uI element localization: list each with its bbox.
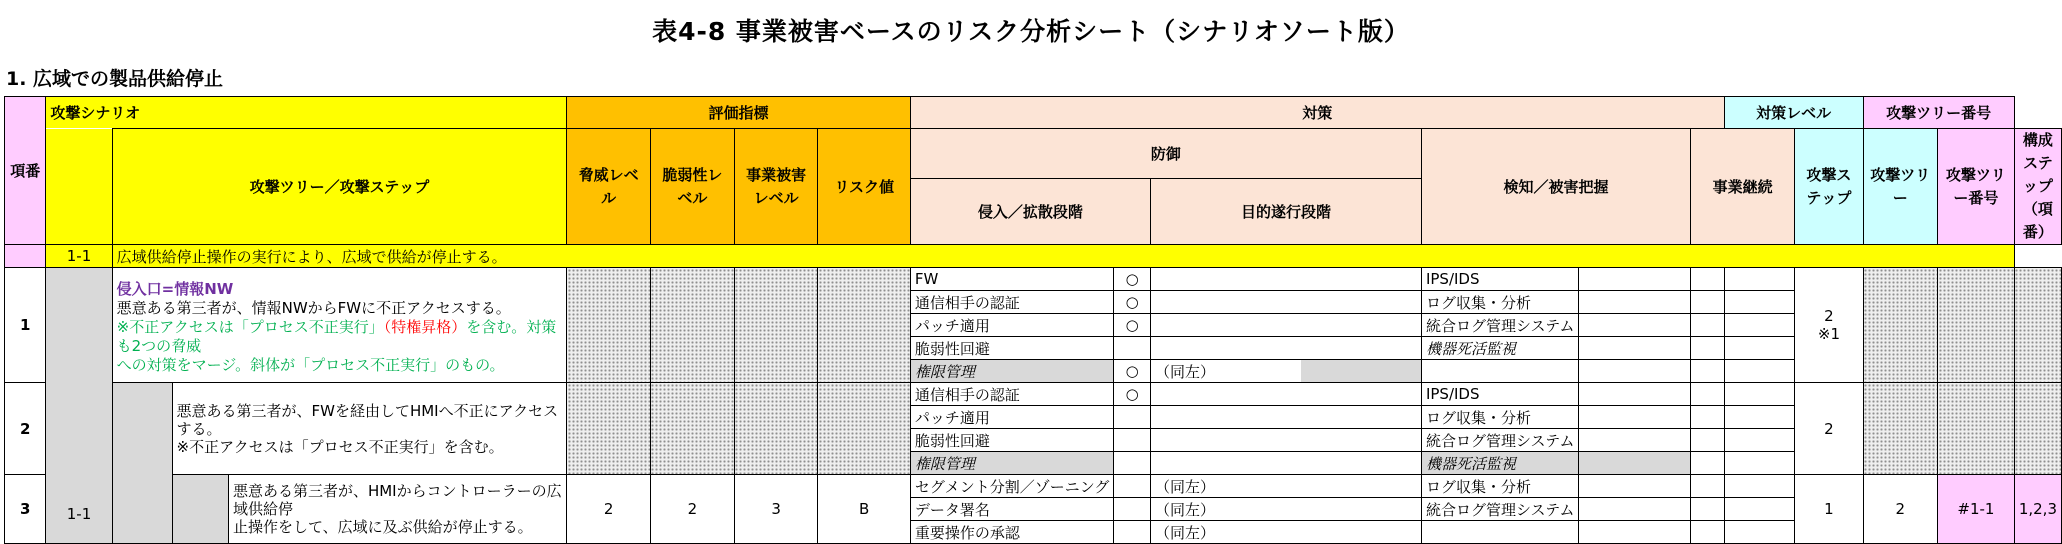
row2-objective-1 bbox=[1150, 383, 1421, 406]
intrusion-header: 侵入／拡散段階 bbox=[910, 179, 1150, 245]
row3-defense-1-mark bbox=[1114, 475, 1151, 498]
row2-objective-4 bbox=[1150, 452, 1421, 475]
row2-detect-2: ログ収集・分析 bbox=[1421, 406, 1579, 429]
row1-description: 侵入口=情報NW 悪意ある第三者が、情報NWからFWに不正アクセスする。 ※不正アクセスは「プロセス不正実行」（特権昇格）を含む。対策も2つの脅威 への対策をマージ。斜体が「プロセス不正実行」のもの。 bbox=[112, 268, 567, 383]
row1-cont-3 bbox=[1691, 314, 1725, 337]
tree-number-group-header: 攻撃ツリー番号 bbox=[1863, 97, 2014, 129]
row2-step-level: 2 bbox=[1795, 383, 1863, 475]
row3-cont-1-mark bbox=[1724, 475, 1795, 498]
tree-no-header: 攻撃ツリー番号 bbox=[1938, 129, 2015, 245]
row1-cont-2-mark bbox=[1724, 291, 1795, 314]
damage-header: 事業被害レベル bbox=[734, 129, 818, 245]
row1-objective-2 bbox=[1150, 291, 1421, 314]
row3-defense-3: 重要操作の承認 bbox=[910, 521, 1114, 544]
row3-objective-2: （同左） bbox=[1150, 498, 1301, 521]
row3-detect-3-mark bbox=[1579, 521, 1691, 544]
threat-header: 脅威レベル bbox=[567, 129, 651, 245]
row1-detect-3: 統合ログ管理システム bbox=[1421, 314, 1579, 337]
vuln-header: 脆弱性レベル bbox=[650, 129, 734, 245]
row3-detect-3 bbox=[1421, 521, 1579, 544]
row1-defense-3: パッチ適用 bbox=[910, 314, 1114, 337]
row1-defense-5: 権限管理 bbox=[910, 360, 1114, 383]
risk-header: リスク値 bbox=[818, 129, 910, 245]
row3-defense-1: セグメント分割／ゾーニング bbox=[910, 475, 1114, 498]
row2-vuln bbox=[650, 383, 734, 475]
row2-objective-3 bbox=[1150, 429, 1421, 452]
row1-cont-3-mark bbox=[1724, 314, 1795, 337]
row2-detect-3-mark bbox=[1579, 429, 1691, 452]
row2-description: 悪意ある第三者が、FWを経由してHMIへ不正にアクセスする。 ※不正アクセスは「プロセス不正実行」を含む。 bbox=[172, 383, 567, 475]
row2-detect-4: 機器死活監視 bbox=[1421, 452, 1579, 475]
row3-threat: 2 bbox=[567, 475, 651, 544]
koban-header: 項番 bbox=[5, 97, 46, 245]
row1-cont-4 bbox=[1691, 337, 1725, 360]
attack-tree-header: 攻撃ツリー bbox=[1863, 129, 1937, 245]
row1-detect-4-mark bbox=[1579, 337, 1691, 360]
row2-detect-3: 統合ログ管理システム bbox=[1421, 429, 1579, 452]
row3-cont-2 bbox=[1691, 498, 1725, 521]
row2-cont-2-mark bbox=[1724, 406, 1795, 429]
row2-defense-1: 通信相手の認証 bbox=[910, 383, 1114, 406]
row2-detect-1-mark bbox=[1579, 383, 1691, 406]
row1-detect-3-mark bbox=[1579, 314, 1691, 337]
eval-header: 評価指標 bbox=[567, 97, 911, 129]
row2-defense-1-mark: ○ bbox=[1114, 383, 1151, 406]
row1-defense-1: FW bbox=[910, 268, 1114, 291]
row2-indent bbox=[112, 383, 172, 544]
row3-defense-2: データ署名 bbox=[910, 498, 1114, 521]
row1-detect-1: IPS/IDS bbox=[1421, 268, 1579, 291]
row3-objective-2-fill bbox=[1301, 498, 1421, 521]
attack-scenario-header: 攻撃シナリオ bbox=[46, 97, 567, 129]
row1-detect-4: 機器死活監視 bbox=[1421, 337, 1579, 360]
measure-level-header: 対策レベル bbox=[1724, 97, 1863, 129]
row3-objective-3: （同左） bbox=[1150, 521, 1301, 544]
row1-detect-2: ログ収集・分析 bbox=[1421, 291, 1579, 314]
row2-defense-2-mark bbox=[1114, 406, 1151, 429]
row2-cont-1-mark bbox=[1724, 383, 1795, 406]
row2-detect-1: IPS/IDS bbox=[1421, 383, 1579, 406]
risk-table bbox=[4, 96, 2062, 544]
row3-defense-3-mark bbox=[1114, 521, 1151, 544]
row1-defense-4-mark bbox=[1114, 337, 1151, 360]
row1-tree-no bbox=[1938, 268, 2015, 383]
row1-cont-1 bbox=[1691, 268, 1725, 291]
row1-cont-5 bbox=[1691, 360, 1725, 383]
row1-cont-5-mark bbox=[1724, 360, 1795, 383]
row2-cont-3 bbox=[1691, 429, 1725, 452]
row1-defense-5-mark: ○ bbox=[1114, 360, 1151, 383]
row3-step-level: 1 bbox=[1795, 475, 1863, 544]
component-step-header: 構成ステップ（項番） bbox=[2014, 129, 2061, 245]
scenario-text: 広域供給停止操作の実行により、広域で供給が停止する。 bbox=[112, 245, 2014, 268]
row3-scenario-id: 1-1 bbox=[46, 268, 112, 544]
row2-cont-1 bbox=[1691, 383, 1725, 406]
scenario-koban-cell bbox=[5, 245, 46, 268]
row2-tree-no bbox=[1938, 383, 2015, 475]
row2-cont-4 bbox=[1691, 452, 1725, 475]
row1-objective-1 bbox=[1150, 268, 1421, 291]
row2-cont-3-mark bbox=[1724, 429, 1795, 452]
row3-cont-3-mark bbox=[1724, 521, 1795, 544]
row3-defense-2-mark bbox=[1114, 498, 1151, 521]
row1-objective-4 bbox=[1150, 337, 1421, 360]
row1-vuln bbox=[650, 268, 734, 383]
row3-damage: 3 bbox=[734, 475, 818, 544]
row3-objective-3-fill bbox=[1301, 521, 1421, 544]
row1-detect-5-mark bbox=[1579, 360, 1691, 383]
row1-cont-1-mark bbox=[1724, 268, 1795, 291]
row2-risk bbox=[818, 383, 910, 475]
row1-risk bbox=[818, 268, 910, 383]
row3-no: 3 bbox=[5, 475, 46, 544]
section-heading: 1. 広域での製品供給停止 bbox=[6, 68, 224, 90]
row3-cont-3 bbox=[1691, 521, 1725, 544]
row2-defense-2: パッチ適用 bbox=[910, 406, 1114, 429]
continuity-header: 事業継続 bbox=[1691, 129, 1795, 245]
tree-step-header: 攻撃ツリー／攻撃ステップ bbox=[112, 129, 567, 245]
row1-defense-4: 脆弱性回避 bbox=[910, 337, 1114, 360]
row2-cont-2 bbox=[1691, 406, 1725, 429]
row3-tree-no: #1-1 bbox=[1938, 475, 2015, 544]
row1-defense-3-mark: ○ bbox=[1114, 314, 1151, 337]
row1-cont-4-mark bbox=[1724, 337, 1795, 360]
objective-header: 目的遂行段階 bbox=[1150, 179, 1421, 245]
row3-detect-2: 統合ログ管理システム bbox=[1421, 498, 1579, 521]
row1-step-level: 2 ※1 bbox=[1795, 268, 1863, 383]
row1-objective-5-fill bbox=[1301, 360, 1421, 383]
row1-no: 1 bbox=[5, 268, 46, 383]
row3-risk: B bbox=[818, 475, 910, 544]
row1-defense-1-mark: ○ bbox=[1114, 268, 1151, 291]
row3-cont-2-mark bbox=[1724, 498, 1795, 521]
row3-component: 1,2,3 bbox=[2014, 475, 2061, 544]
defense-header: 防御 bbox=[910, 129, 1421, 179]
row1-detect-1-mark bbox=[1579, 268, 1691, 291]
row3-vuln: 2 bbox=[650, 475, 734, 544]
detect-header: 検知／被害把握 bbox=[1421, 129, 1690, 245]
row2-tree-level bbox=[1863, 383, 1937, 475]
row1-cont-2 bbox=[1691, 291, 1725, 314]
row3-indent bbox=[172, 475, 228, 544]
row1-detect-5 bbox=[1421, 360, 1579, 383]
row1-defense-2-mark: ○ bbox=[1114, 291, 1151, 314]
row2-detect-2-mark bbox=[1579, 406, 1691, 429]
row2-threat bbox=[567, 383, 651, 475]
row2-defense-4: 権限管理 bbox=[910, 452, 1114, 475]
row1-damage bbox=[734, 268, 818, 383]
row2-objective-2 bbox=[1150, 406, 1421, 429]
row1-objective-3 bbox=[1150, 314, 1421, 337]
row2-cont-4-mark bbox=[1724, 452, 1795, 475]
row1-threat bbox=[567, 268, 651, 383]
attack-step-header: 攻撃ステップ bbox=[1795, 129, 1863, 245]
row2-component bbox=[2014, 383, 2061, 475]
row2-defense-3: 脆弱性回避 bbox=[910, 429, 1114, 452]
row1-defense-2: 通信相手の認証 bbox=[910, 291, 1114, 314]
row3-description: 悪意ある第三者が、HMIからコントローラーの広域供給停 止操作をして、広域に及ぶ供給が停止する。 bbox=[228, 475, 566, 544]
row3-detect-1: ログ収集・分析 bbox=[1421, 475, 1579, 498]
row1-component bbox=[2014, 268, 2061, 383]
row1-detect-2-mark bbox=[1579, 291, 1691, 314]
row2-damage bbox=[734, 383, 818, 475]
row3-cont-1 bbox=[1691, 475, 1725, 498]
row2-defense-3-mark bbox=[1114, 429, 1151, 452]
row3-objective-1: （同左） bbox=[1150, 475, 1301, 498]
measures-header: 対策 bbox=[910, 97, 1724, 129]
row3-detect-2-mark bbox=[1579, 498, 1691, 521]
scenario-header-spacer bbox=[46, 129, 112, 245]
row2-defense-4-mark bbox=[1114, 452, 1151, 475]
row1-tree-level bbox=[1863, 268, 1937, 383]
scenario-id: 1-1 bbox=[46, 245, 112, 268]
row3-detect-1-mark bbox=[1579, 475, 1691, 498]
page-title: 表4-8 事業被害ベースのリスク分析シート（シナリオソート版） bbox=[652, 17, 1410, 46]
row2-detect-4-mark bbox=[1579, 452, 1691, 475]
row1-objective-5: （同左） bbox=[1150, 360, 1301, 383]
row3-tree-level: 2 bbox=[1863, 475, 1937, 544]
row2-no: 2 bbox=[5, 383, 46, 475]
row3-objective-1-fill bbox=[1301, 475, 1421, 498]
